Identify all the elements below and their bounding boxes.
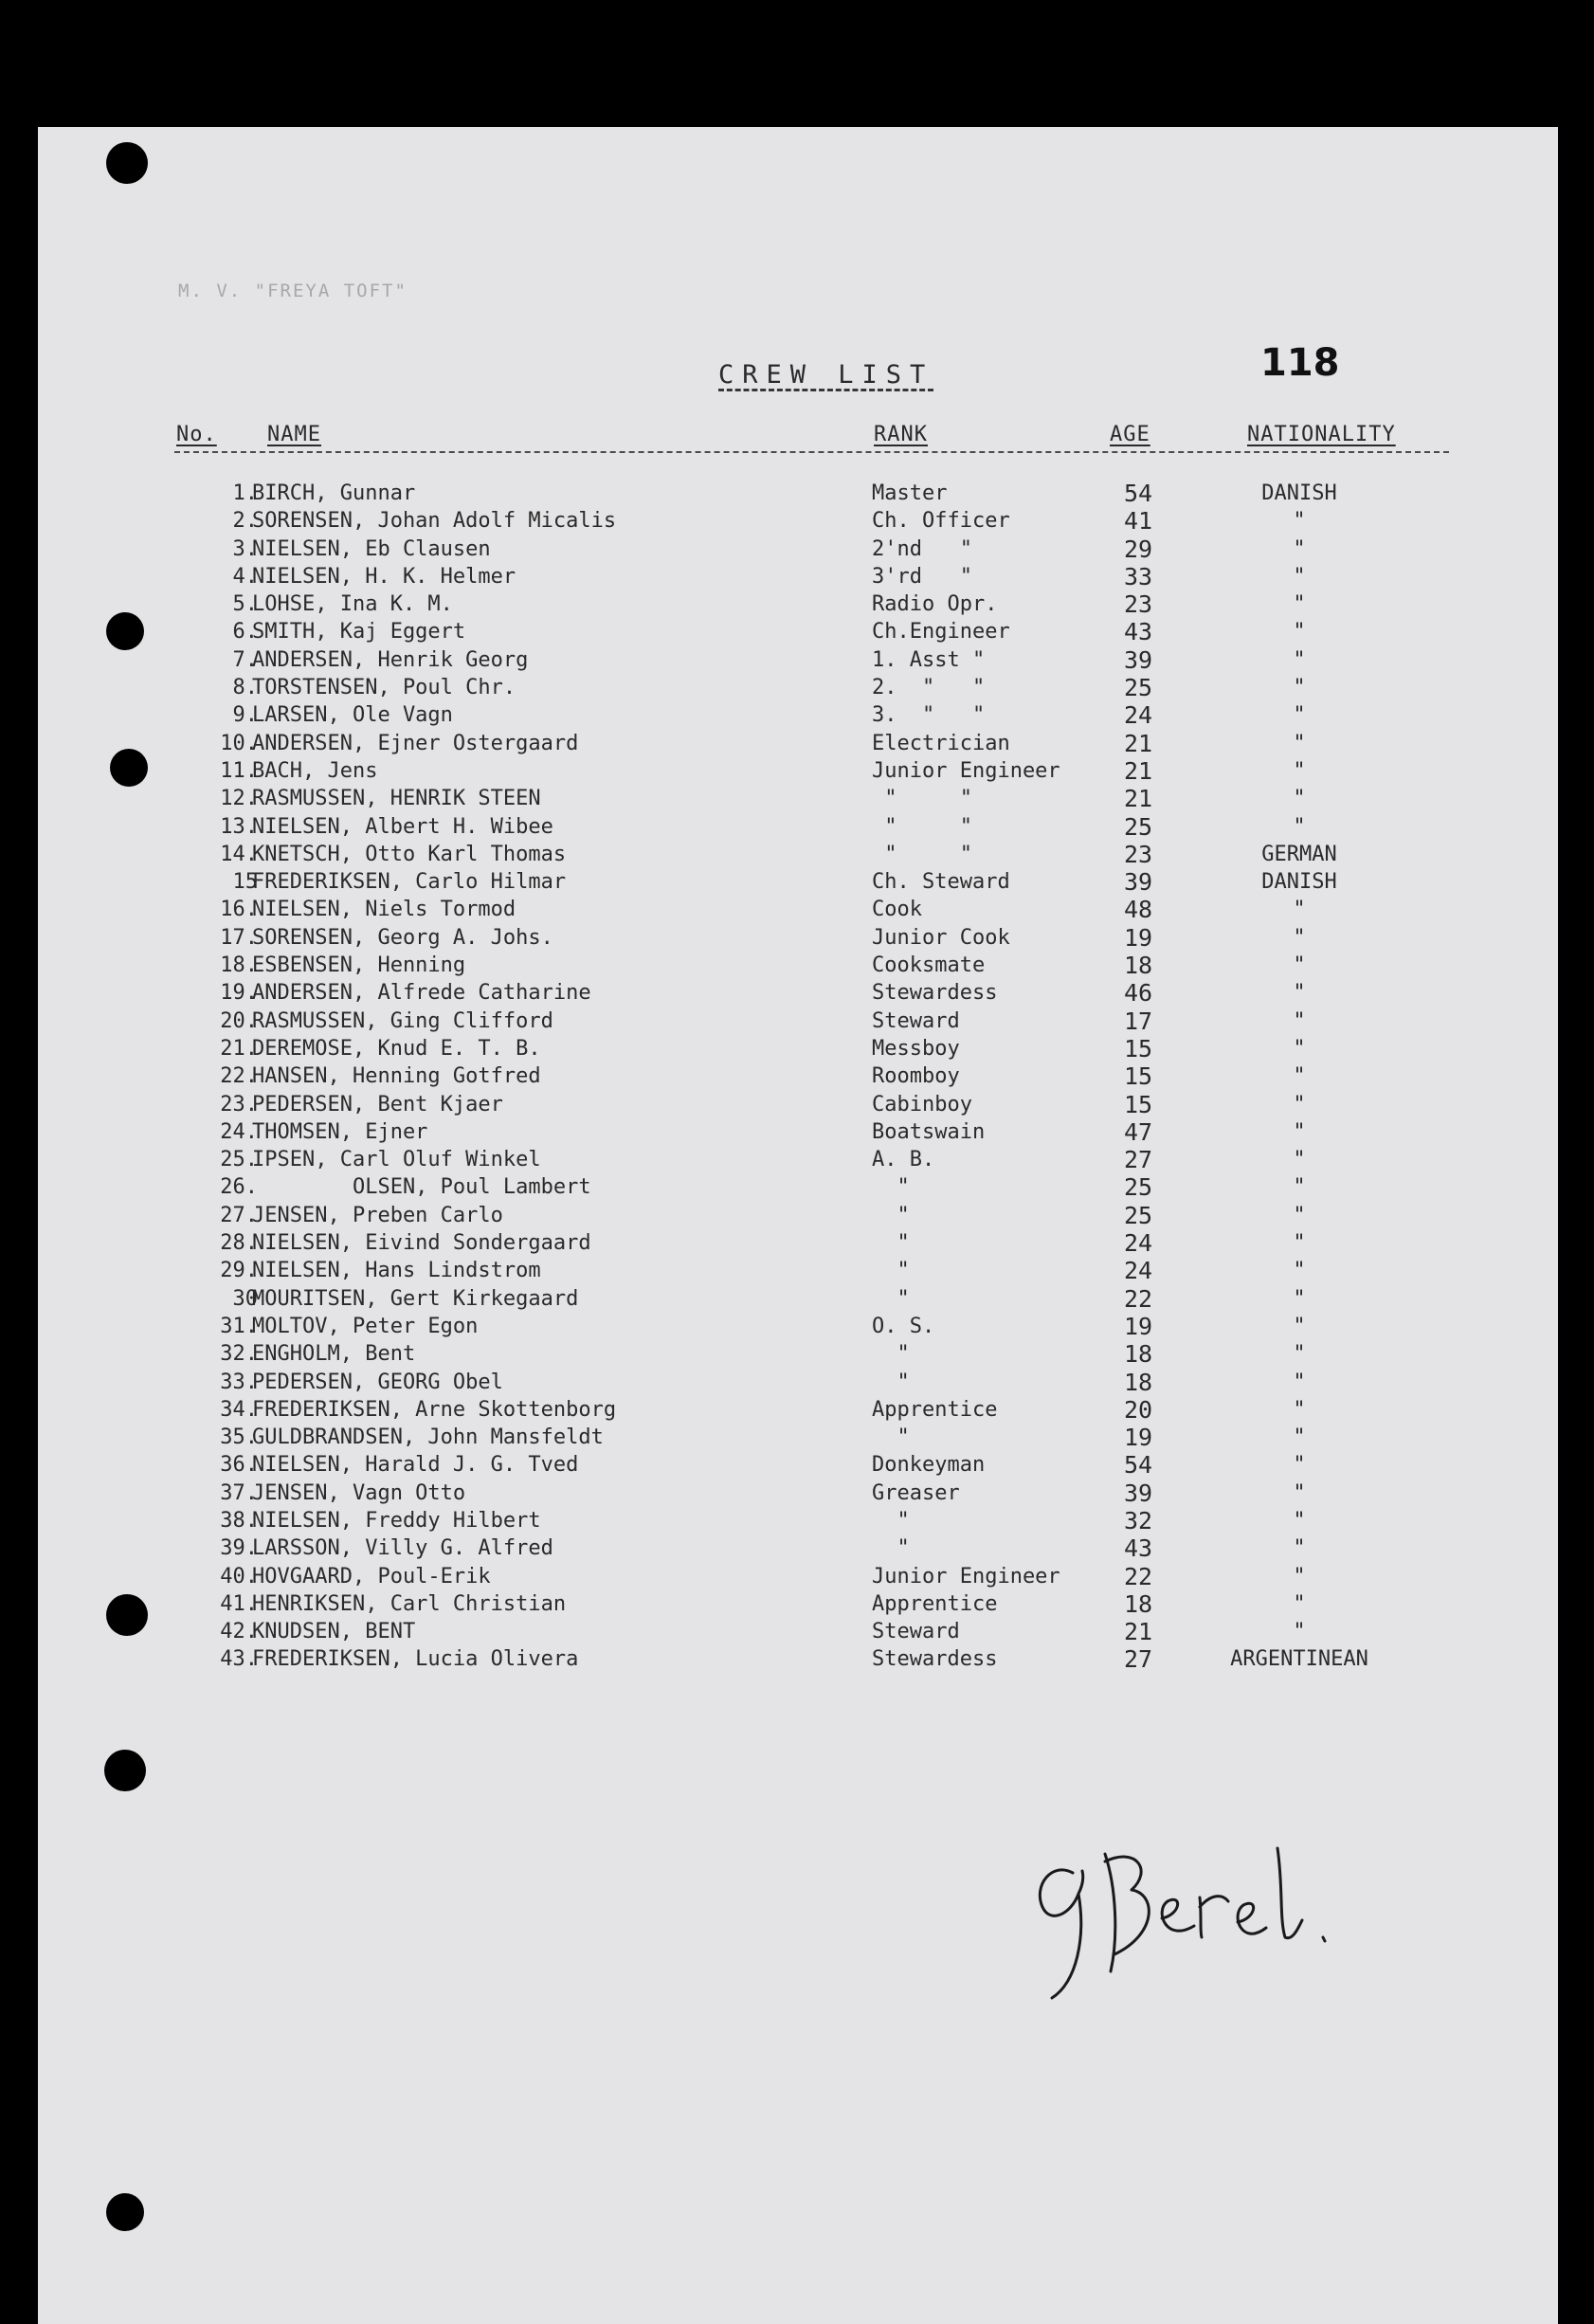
crew-age: 24 [1124, 1229, 1153, 1258]
table-row [38, 1118, 1558, 1146]
crew-nationality: " [1293, 564, 1306, 589]
crew-nationality: " [1293, 1008, 1306, 1033]
crew-name: THOMSEN, Ejner [252, 1119, 428, 1144]
crew-rank: " [872, 1536, 910, 1561]
crew-rank: " [872, 1342, 910, 1367]
crew-age: 43 [1124, 1534, 1153, 1563]
crew-rank: Greaser [872, 1480, 960, 1505]
crew-name: BACH, Jens [252, 758, 378, 783]
crew-no: 7. [232, 647, 258, 672]
crew-age: 54 [1124, 480, 1153, 507]
crew-nationality: " [1293, 1092, 1306, 1117]
crew-name: OLSEN, Poul Lambert [252, 1175, 591, 1200]
document-title: CREW LIST [718, 360, 934, 390]
crew-rank: 2. " " [872, 676, 986, 700]
crew-rank: 1. Asst " [872, 647, 986, 672]
crew-no: 32. [220, 1342, 258, 1367]
crew-name: DEREMOSE, Knud E. T. B. [252, 1036, 541, 1061]
crew-age: 41 [1124, 507, 1153, 536]
table-row [38, 1563, 1558, 1590]
crew-no: 2. [232, 509, 258, 534]
crew-rank: " " [872, 814, 972, 839]
table-row [38, 480, 1558, 507]
crew-name: JENSEN, Vagn Otto [252, 1480, 466, 1505]
crew-age: 15 [1124, 1062, 1153, 1091]
crew-nationality: " [1293, 1036, 1306, 1061]
crew-age: 39 [1124, 868, 1153, 897]
crew-name: BIRCH, Gunnar [252, 481, 416, 505]
crew-rank: Boatswain [872, 1119, 986, 1144]
crew-no: 25. [220, 1148, 258, 1172]
crew-nationality: " [1293, 592, 1306, 617]
crew-age: 21 [1124, 785, 1153, 813]
crew-nationality: " [1293, 1480, 1306, 1505]
crew-no: 38. [220, 1508, 258, 1533]
table-row [38, 1451, 1558, 1479]
crew-age: 15 [1124, 1090, 1153, 1118]
crew-name: NIELSEN, Freddy Hilbert [252, 1508, 541, 1533]
table-row [38, 868, 1558, 896]
crew-rank: Roomboy [872, 1064, 960, 1089]
crew-rank: Apprentice [872, 1397, 998, 1422]
crew-rank: " " [872, 787, 972, 811]
crew-no: 37. [220, 1480, 258, 1505]
table-row [38, 1618, 1558, 1645]
crew-no: 13. [220, 814, 258, 839]
crew-rank: Junior Cook [872, 925, 1010, 950]
crew-no: 15 [232, 870, 258, 895]
crew-nationality: " [1293, 1370, 1306, 1394]
crew-age: 39 [1124, 1479, 1153, 1507]
crew-no: 1. [232, 481, 258, 505]
crew-rank: Radio Opr. [872, 592, 998, 617]
crew-name: HANSEN, Henning Gotfred [252, 1064, 541, 1089]
table-row [38, 1590, 1558, 1618]
crew-no: 42. [220, 1620, 258, 1644]
crew-nationality: ARGENTINEAN [1230, 1647, 1368, 1672]
crew-name: IPSEN, Carl Oluf Winkel [252, 1148, 541, 1172]
table-row [38, 730, 1558, 757]
crew-name: SORENSEN, Johan Adolf Micalis [252, 509, 617, 534]
crew-no: 16. [220, 898, 258, 922]
crew-age: 47 [1124, 1117, 1153, 1146]
crew-age: 25 [1124, 1173, 1153, 1202]
crew-rank: Steward [872, 1620, 960, 1644]
table-row [38, 563, 1558, 590]
crew-nationality: " [1293, 1453, 1306, 1478]
crew-rank: Ch.Engineer [872, 620, 1010, 645]
crew-age: 43 [1124, 618, 1153, 646]
crew-no: 40. [220, 1564, 258, 1589]
crew-no: 18. [220, 953, 258, 978]
crew-name: NIELSEN, Eb Clausen [252, 536, 491, 561]
signature [1014, 1795, 1393, 2004]
table-row [38, 1369, 1558, 1396]
crew-name: NIELSEN, Eivind Sondergaard [252, 1231, 591, 1256]
crew-age: 18 [1124, 1589, 1153, 1618]
crew-no: 8. [232, 676, 258, 700]
crew-age: 23 [1124, 840, 1153, 868]
table-row [38, 841, 1558, 868]
crew-no: 14. [220, 842, 258, 866]
crew-nationality: " [1293, 1397, 1306, 1422]
crew-age: 33 [1124, 562, 1153, 590]
document-page [38, 127, 1558, 2324]
crew-no: 17. [220, 925, 258, 950]
crew-name: FREDERIKSEN, Lucia Olivera [252, 1647, 579, 1672]
crew-no: 41. [220, 1591, 258, 1616]
table-row [38, 952, 1558, 979]
crew-age: 24 [1124, 701, 1153, 730]
table-row [38, 1285, 1558, 1313]
crew-rank: O. S. [872, 1314, 935, 1338]
table-row [38, 1257, 1558, 1284]
crew-nationality: " [1293, 898, 1306, 922]
crew-age: 18 [1124, 1368, 1153, 1396]
crew-rank: " " [872, 842, 972, 866]
crew-no: 19. [220, 981, 258, 1006]
crew-rank: Cabinboy [872, 1092, 972, 1117]
table-row [38, 896, 1558, 923]
crew-nationality: GERMAN [1261, 842, 1337, 866]
crew-no: 24. [220, 1119, 258, 1144]
crew-nationality: DANISH [1261, 481, 1337, 505]
table-row [38, 1035, 1558, 1062]
crew-rank: 3. " " [872, 703, 986, 728]
crew-no: 29. [220, 1259, 258, 1283]
table-row [38, 1340, 1558, 1368]
crew-nationality: " [1293, 981, 1306, 1006]
crew-age: 32 [1124, 1506, 1153, 1534]
crew-age: 21 [1124, 756, 1153, 785]
crew-no: 34. [220, 1397, 258, 1422]
crew-name: RASMUSSEN, HENRIK STEEN [252, 787, 541, 811]
crew-no: 3. [232, 536, 258, 561]
crew-name: PEDERSEN, Bent Kjaer [252, 1092, 503, 1117]
table-row [38, 507, 1558, 535]
crew-age: 19 [1124, 1424, 1153, 1452]
table-row [38, 1313, 1558, 1340]
crew-nationality: " [1293, 925, 1306, 950]
crew-no: 39. [220, 1536, 258, 1561]
crew-nationality: " [1293, 703, 1306, 728]
crew-rank: Steward [872, 1008, 960, 1033]
crew-no: 6. [232, 620, 258, 645]
crew-nationality: " [1293, 509, 1306, 534]
crew-name: LARSEN, Ole Vagn [252, 703, 453, 728]
crew-age: 22 [1124, 1284, 1153, 1313]
crew-nationality: " [1293, 1259, 1306, 1283]
table-row [38, 1645, 1558, 1673]
header-nationality: NATIONALITY [1247, 423, 1396, 446]
crew-rank: Electrician [872, 731, 1010, 755]
table-row [38, 590, 1558, 618]
crew-nationality: " [1293, 1508, 1306, 1533]
table-row [38, 813, 1558, 841]
crew-age: 46 [1124, 979, 1153, 1008]
crew-no: 35. [220, 1425, 258, 1450]
crew-age: 25 [1124, 1201, 1153, 1229]
table-row [38, 757, 1558, 785]
crew-no: 9. [232, 703, 258, 728]
crew-no: 20. [220, 1008, 258, 1033]
crew-age: 39 [1124, 645, 1153, 674]
crew-name: SMITH, Kaj Eggert [252, 620, 466, 645]
crew-name: JENSEN, Preben Carlo [252, 1203, 503, 1227]
punch-hole [104, 1750, 146, 1791]
crew-name: GULDBRANDSEN, John Mansfeldt [252, 1425, 604, 1450]
crew-name: ENGHOLM, Bent [252, 1342, 416, 1367]
crew-nationality: " [1293, 1564, 1306, 1589]
crew-no: 43. [220, 1647, 258, 1672]
crew-rank: Messboy [872, 1036, 960, 1061]
crew-nationality: " [1293, 1119, 1306, 1144]
crew-rank: 3'rd " [872, 564, 972, 589]
crew-age: 54 [1124, 1451, 1153, 1480]
crew-nationality: " [1293, 1175, 1306, 1200]
table-row [38, 1173, 1558, 1201]
crew-nationality: " [1293, 1536, 1306, 1561]
crew-age: 25 [1124, 812, 1153, 841]
crew-no: 11. [220, 758, 258, 783]
crew-no: 28. [220, 1231, 258, 1256]
crew-no: 31. [220, 1314, 258, 1338]
crew-name: ANDERSEN, Henrik Georg [252, 647, 529, 672]
table-row [38, 1480, 1558, 1507]
crew-rank: Stewardess [872, 1647, 998, 1672]
crew-rank: Ch. Steward [872, 870, 1010, 895]
crew-name: ANDERSEN, Alfrede Catharine [252, 981, 591, 1006]
table-row [38, 1146, 1558, 1173]
crew-rank: " [872, 1286, 910, 1311]
header-name: NAME [267, 423, 321, 446]
crew-nationality: " [1293, 536, 1306, 561]
table-row [38, 618, 1558, 645]
table-row [38, 979, 1558, 1007]
table-row [38, 1396, 1558, 1424]
crew-name: ANDERSEN, Ejner Ostergaard [252, 731, 579, 755]
crew-age: 24 [1124, 1257, 1153, 1285]
crew-rank: " [872, 1175, 910, 1200]
table-row [38, 1202, 1558, 1229]
crew-name: MOURITSEN, Gert Kirkegaard [252, 1286, 579, 1311]
crew-rank: Junior Engineer [872, 758, 1060, 783]
crew-name: NIELSEN, Albert H. Wibee [252, 814, 553, 839]
crew-rank: " [872, 1231, 910, 1256]
crew-no: 23. [220, 1092, 258, 1117]
crew-nationality: " [1293, 1286, 1306, 1311]
crew-no: 33. [220, 1370, 258, 1394]
crew-rank: 2'nd " [872, 536, 972, 561]
crew-rank: " [872, 1203, 910, 1227]
crew-name: NIELSEN, Hans Lindstrom [252, 1259, 541, 1283]
crew-age: 23 [1124, 590, 1153, 619]
table-row [38, 674, 1558, 701]
crew-no: 30 [232, 1286, 258, 1311]
crew-age: 15 [1124, 1034, 1153, 1062]
crew-name: MOLTOV, Peter Egon [252, 1314, 479, 1338]
crew-rank: Cook [872, 898, 922, 922]
crew-nationality: " [1293, 1342, 1306, 1367]
crew-rank: Junior Engineer [872, 1564, 1060, 1589]
header-age: AGE [1110, 423, 1150, 446]
punch-hole [106, 2193, 144, 2231]
crew-age: 21 [1124, 1618, 1153, 1646]
crew-age: 25 [1124, 674, 1153, 702]
crew-nationality: " [1293, 1231, 1306, 1256]
crew-name: NIELSEN, Niels Tormod [252, 898, 516, 922]
crew-nationality: " [1293, 1314, 1306, 1338]
crew-no: 10. [220, 731, 258, 755]
crew-table [38, 480, 1558, 1674]
crew-name: NIELSEN, H. K. Helmer [252, 564, 516, 589]
crew-no: 27. [220, 1203, 258, 1227]
crew-name: FREDERIKSEN, Arne Skottenborg [252, 1397, 617, 1422]
table-row [38, 1008, 1558, 1035]
crew-nationality: " [1293, 620, 1306, 645]
crew-nationality: " [1293, 953, 1306, 978]
crew-name: PEDERSEN, GEORG Obel [252, 1370, 503, 1394]
crew-no: 12. [220, 787, 258, 811]
table-row [38, 1424, 1558, 1451]
crew-name: HENRIKSEN, Carl Christian [252, 1591, 567, 1616]
page-number: 118 [1260, 341, 1340, 385]
crew-age: 22 [1124, 1562, 1153, 1590]
crew-rank: " [872, 1370, 910, 1394]
table-row [38, 1534, 1558, 1562]
crew-age: 27 [1124, 1146, 1153, 1174]
crew-nationality: " [1293, 814, 1306, 839]
punch-hole [106, 142, 148, 184]
crew-name: ESBENSEN, Henning [252, 953, 466, 978]
table-row [38, 701, 1558, 729]
column-headers [38, 423, 1558, 451]
crew-name: NIELSEN, Harald J. G. Tved [252, 1453, 579, 1478]
crew-no: 4. [232, 564, 258, 589]
vessel-name-line: M. V. "FREYA TOFT" [178, 281, 408, 301]
crew-nationality: " [1293, 647, 1306, 672]
crew-no: 26. [220, 1175, 258, 1200]
crew-name: RASMUSSEN, Ging Clifford [252, 1008, 553, 1033]
crew-no: 36. [220, 1453, 258, 1478]
crew-rank: " [872, 1508, 910, 1533]
crew-nationality: " [1293, 1591, 1306, 1616]
crew-no: 5. [232, 592, 258, 617]
crew-name: LARSSON, Villy G. Alfred [252, 1536, 553, 1561]
crew-nationality: " [1293, 1620, 1306, 1644]
header-rule [174, 451, 1449, 453]
table-row [38, 536, 1558, 563]
crew-name: FREDERIKSEN, Carlo Hilmar [252, 870, 567, 895]
crew-age: 48 [1124, 896, 1153, 924]
crew-name: SORENSEN, Georg A. Johs. [252, 925, 553, 950]
crew-age: 19 [1124, 1312, 1153, 1340]
header-no: No. [176, 423, 217, 446]
crew-age: 18 [1124, 1340, 1153, 1369]
crew-nationality: " [1293, 731, 1306, 755]
crew-rank: Ch. Officer [872, 509, 1010, 534]
crew-rank: Stewardess [872, 981, 998, 1006]
table-row [38, 1091, 1558, 1118]
crew-nationality: " [1293, 787, 1306, 811]
crew-rank: " [872, 1259, 910, 1283]
crew-rank: Apprentice [872, 1591, 998, 1616]
crew-name: KNUDSEN, BENT [252, 1620, 416, 1644]
crew-age: 20 [1124, 1395, 1153, 1424]
crew-name: KNETSCH, Otto Karl Thomas [252, 842, 567, 866]
crew-age: 29 [1124, 535, 1153, 563]
table-row [38, 1062, 1558, 1090]
crew-age: 19 [1124, 923, 1153, 952]
crew-nationality: " [1293, 1148, 1306, 1172]
crew-rank: Master [872, 481, 948, 505]
crew-name: LOHSE, Ina K. M. [252, 592, 453, 617]
crew-rank: A. B. [872, 1148, 935, 1172]
crew-age: 18 [1124, 952, 1153, 980]
crew-nationality: " [1293, 1425, 1306, 1450]
crew-rank: Cooksmate [872, 953, 986, 978]
crew-rank: " [872, 1425, 910, 1450]
crew-rank: Donkeyman [872, 1453, 986, 1478]
table-row [38, 646, 1558, 674]
crew-age: 21 [1124, 729, 1153, 757]
crew-nationality: " [1293, 1064, 1306, 1089]
table-row [38, 924, 1558, 952]
crew-name: HOVGAARD, Poul-Erik [252, 1564, 491, 1589]
table-row [38, 1229, 1558, 1257]
header-rank: RANK [874, 423, 928, 446]
table-row [38, 1507, 1558, 1534]
crew-age: 17 [1124, 1007, 1153, 1035]
crew-no: 22. [220, 1064, 258, 1089]
crew-nationality: " [1293, 676, 1306, 700]
table-row [38, 785, 1558, 812]
crew-nationality: " [1293, 758, 1306, 783]
crew-nationality: " [1293, 1203, 1306, 1227]
crew-nationality: DANISH [1261, 870, 1337, 895]
crew-age: 27 [1124, 1645, 1153, 1674]
crew-no: 21. [220, 1036, 258, 1061]
crew-name: TORSTENSEN, Poul Chr. [252, 676, 516, 700]
